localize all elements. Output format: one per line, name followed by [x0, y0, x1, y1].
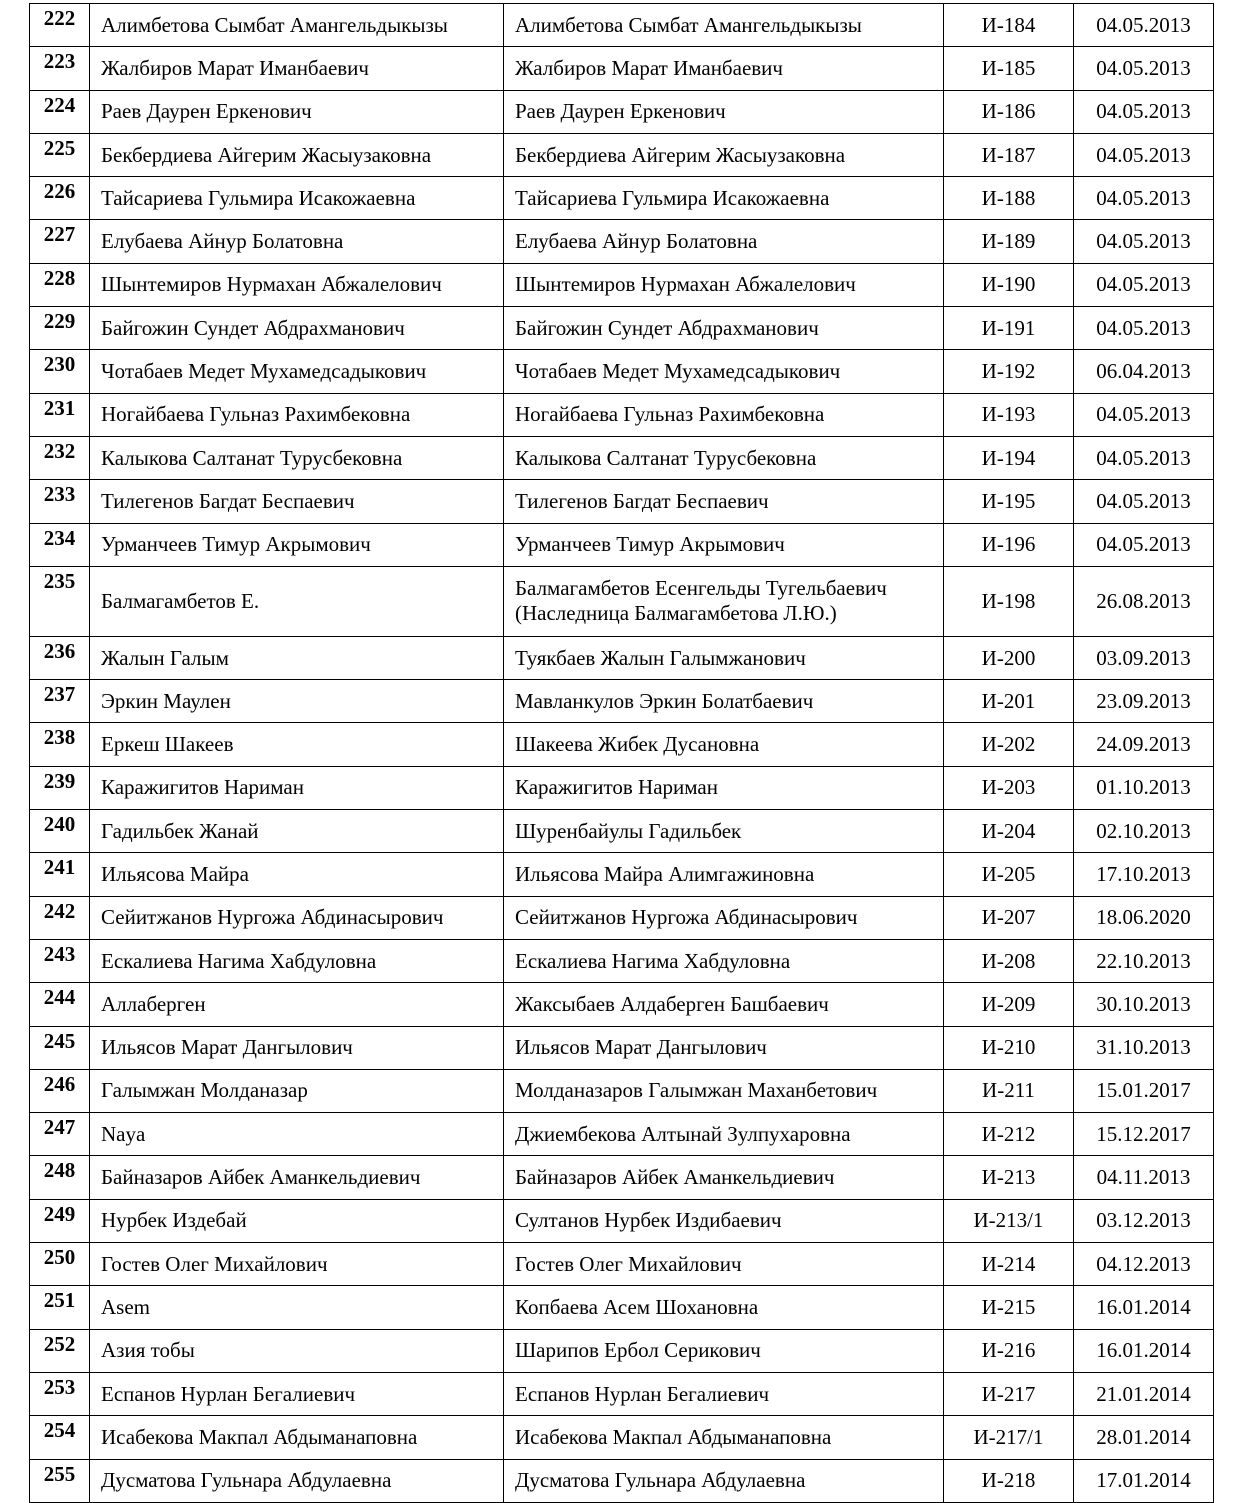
date-cell: 04.05.2013: [1074, 47, 1214, 90]
row-number-cell: 242: [30, 896, 90, 939]
table-row: [30, 263, 1214, 306]
row-number-cell: 230: [30, 350, 90, 393]
date-cell: 30.10.2013: [1074, 983, 1214, 1026]
owner-line: Сейитжанов Нургожа Абдинасырович: [515, 905, 858, 930]
owner-line: Туякбаев Жалын Галымжанович: [515, 645, 806, 670]
table-row: [30, 636, 1214, 679]
registration-number-cell: И-203: [944, 766, 1074, 809]
registration-number-cell: И-208: [944, 939, 1074, 982]
registration-number-cell: И-204: [944, 810, 1074, 853]
name-cell: Ильясова Майра: [90, 853, 504, 896]
row-number-cell: 232: [30, 436, 90, 479]
owner-line: Тайсариева Гульмира Исакожаевна: [515, 185, 830, 210]
name-cell: Гадильбек Жанай: [90, 810, 504, 853]
row-number-cell: 228: [30, 263, 90, 306]
registration-number-cell: И-191: [944, 307, 1074, 350]
name-cell: Ногайбаева Гульназ Рахимбековна: [90, 393, 504, 436]
owner-cell: [504, 90, 944, 133]
registration-number-cell: И-188: [944, 177, 1074, 220]
row-number-cell: 233: [30, 480, 90, 523]
owner-line: Елубаева Айнур Болатовна: [515, 229, 758, 254]
name-cell: Еркеш Шакеев: [90, 723, 504, 766]
date-cell: 15.01.2017: [1074, 1069, 1214, 1112]
owner-cell: [504, 307, 944, 350]
row-number-cell: 235: [30, 566, 90, 636]
owner-cell: [504, 1286, 944, 1329]
row-number-cell: 234: [30, 523, 90, 566]
owner-line: Еспанов Нурлан Бегалиевич: [515, 1381, 770, 1406]
date-cell: 21.01.2014: [1074, 1372, 1214, 1415]
owner-cell: [504, 939, 944, 982]
name-cell: Галымжан Молданазар: [90, 1069, 504, 1112]
owner-cell: [504, 1069, 944, 1112]
owner-cell: [504, 1026, 944, 1069]
table-row: [30, 723, 1214, 766]
row-number-cell: 226: [30, 177, 90, 220]
date-cell: 04.05.2013: [1074, 133, 1214, 176]
registration-number-cell: И-205: [944, 853, 1074, 896]
owner-cell: [504, 1459, 944, 1502]
name-cell: Елубаева Айнур Болатовна: [90, 220, 504, 263]
table-row: [30, 90, 1214, 133]
table-row: [30, 47, 1214, 90]
date-cell: 04.05.2013: [1074, 523, 1214, 566]
row-number-cell: 240: [30, 810, 90, 853]
owner-line: Мавланкулов Эркин Болатбаевич: [515, 688, 814, 713]
date-cell: 04.05.2013: [1074, 177, 1214, 220]
registration-number-cell: И-210: [944, 1026, 1074, 1069]
owner-line: Исабекова Макпал Абдыманаповна: [515, 1424, 832, 1449]
date-cell: 04.05.2013: [1074, 480, 1214, 523]
registration-number-cell: И-213: [944, 1156, 1074, 1199]
registration-number-cell: И-195: [944, 480, 1074, 523]
registration-number-cell: И-213/1: [944, 1199, 1074, 1242]
date-cell: 04.05.2013: [1074, 436, 1214, 479]
table-row: [30, 1372, 1214, 1415]
row-number-cell: 245: [30, 1026, 90, 1069]
name-cell: Эркин Маулен: [90, 680, 504, 723]
name-cell: Азия тобы: [90, 1329, 504, 1372]
table-row: [30, 566, 1214, 636]
owner-cell: [504, 133, 944, 176]
registration-number-cell: И-211: [944, 1069, 1074, 1112]
owner-cell: [504, 393, 944, 436]
name-cell: Урманчеев Тимур Акрымович: [90, 523, 504, 566]
date-cell: 04.05.2013: [1074, 220, 1214, 263]
table-row: [30, 896, 1214, 939]
registration-number-cell: И-201: [944, 680, 1074, 723]
row-number-cell: 231: [30, 393, 90, 436]
name-cell: Алимбетова Сымбат Амангельдыкызы: [90, 4, 504, 47]
name-cell: Жалбиров Марат Иманбаевич: [90, 47, 504, 90]
owner-line: Урманчеев Тимур Акрымович: [515, 532, 785, 557]
owner-line: Ногайбаева Гульназ Рахимбековна: [515, 402, 825, 427]
row-number-cell: 236: [30, 636, 90, 679]
row-number-cell: 238: [30, 723, 90, 766]
name-cell: Балмагамбетов Е.: [90, 566, 504, 636]
owner-cell: [504, 1416, 944, 1459]
row-number-cell: 244: [30, 983, 90, 1026]
date-cell: 04.05.2013: [1074, 393, 1214, 436]
owner-cell: [504, 853, 944, 896]
table-row: [30, 680, 1214, 723]
owner-line: (Наследница Балмагамбетова Л.Ю.): [515, 601, 837, 626]
table-row: [30, 1156, 1214, 1199]
registration-number-cell: И-207: [944, 896, 1074, 939]
name-cell: Ескалиева Нагима Хабдуловна: [90, 939, 504, 982]
row-number-cell: 251: [30, 1286, 90, 1329]
row-number-cell: 247: [30, 1113, 90, 1156]
owner-line: Чотабаев Медет Мухамедсадыкович: [515, 359, 841, 384]
registration-number-cell: И-190: [944, 263, 1074, 306]
table-row: [30, 436, 1214, 479]
name-cell: Бекбердиева Айгерим Жасыузаковна: [90, 133, 504, 176]
registration-number-cell: И-186: [944, 90, 1074, 133]
registration-number-cell: И-214: [944, 1243, 1074, 1286]
name-cell: Байназаров Айбек Аманкельдиевич: [90, 1156, 504, 1199]
name-cell: Раев Даурен Еркенович: [90, 90, 504, 133]
date-cell: 01.10.2013: [1074, 766, 1214, 809]
registration-number-cell: И-202: [944, 723, 1074, 766]
owner-line: Султанов Нурбек Издибаевич: [515, 1208, 782, 1233]
date-cell: 26.08.2013: [1074, 566, 1214, 636]
name-cell: Шынтемиров Нурмахан Абжалелович: [90, 263, 504, 306]
registration-number-cell: И-209: [944, 983, 1074, 1026]
date-cell: 04.05.2013: [1074, 263, 1214, 306]
owner-cell: [504, 1113, 944, 1156]
owner-cell: [504, 566, 944, 636]
date-cell: 16.01.2014: [1074, 1286, 1214, 1329]
owner-line: Дусматова Гульнара Абдулаевна: [515, 1468, 806, 1493]
table-row: [30, 177, 1214, 220]
date-cell: 23.09.2013: [1074, 680, 1214, 723]
name-cell: Asem: [90, 1286, 504, 1329]
name-cell: Дусматова Гульнара Абдулаевна: [90, 1459, 504, 1502]
owner-cell: [504, 480, 944, 523]
owner-cell: [504, 47, 944, 90]
owner-line: Байгожин Сундет Абдрахманович: [515, 315, 819, 340]
registration-number-cell: И-192: [944, 350, 1074, 393]
row-number-cell: 254: [30, 1416, 90, 1459]
date-cell: 17.10.2013: [1074, 853, 1214, 896]
date-cell: 04.05.2013: [1074, 307, 1214, 350]
table-row: [30, 220, 1214, 263]
owner-line: Гостев Олег Михайлович: [515, 1251, 742, 1276]
owner-line: Алимбетова Сымбат Амангельдыкызы: [515, 12, 862, 37]
table-row: [30, 766, 1214, 809]
registration-number-cell: И-212: [944, 1113, 1074, 1156]
owner-line: Жаксыбаев Алдаберген Башбаевич: [515, 991, 829, 1016]
name-cell: Калыкова Салтанат Турусбековна: [90, 436, 504, 479]
owner-line: Шарипов Ербол Серикович: [515, 1338, 761, 1363]
name-cell: Гостев Олег Михайлович: [90, 1243, 504, 1286]
row-number-cell: 241: [30, 853, 90, 896]
date-cell: 06.04.2013: [1074, 350, 1214, 393]
table-row: [30, 523, 1214, 566]
owner-cell: [504, 680, 944, 723]
table-row: [30, 133, 1214, 176]
owner-line: Жалбиров Марат Иманбаевич: [515, 55, 783, 80]
owner-cell: [504, 436, 944, 479]
registry-table: [29, 3, 1214, 1503]
name-cell: Каражигитов Нариман: [90, 766, 504, 809]
name-cell: Байгожин Сундет Абдрахманович: [90, 307, 504, 350]
owner-cell: [504, 983, 944, 1026]
registration-number-cell: И-216: [944, 1329, 1074, 1372]
owner-line: Ильясова Майра Алимгажиновна: [515, 861, 815, 886]
date-cell: 22.10.2013: [1074, 939, 1214, 982]
table-row: [30, 810, 1214, 853]
owner-cell: [504, 1156, 944, 1199]
date-cell: 15.12.2017: [1074, 1113, 1214, 1156]
table-row: [30, 853, 1214, 896]
owner-line: Копбаева Асем Шохановна: [515, 1294, 759, 1319]
owner-line: Ильясов Марат Дангылович: [515, 1035, 767, 1060]
date-cell: 04.11.2013: [1074, 1156, 1214, 1199]
row-number-cell: 239: [30, 766, 90, 809]
table-row: [30, 393, 1214, 436]
registration-number-cell: И-189: [944, 220, 1074, 263]
name-cell: Жалын Галым: [90, 636, 504, 679]
row-number-cell: 225: [30, 133, 90, 176]
name-cell: Нурбек Издебай: [90, 1199, 504, 1242]
owner-cell: [504, 350, 944, 393]
table-row: [30, 1416, 1214, 1459]
date-cell: 17.01.2014: [1074, 1459, 1214, 1502]
registration-number-cell: И-184: [944, 4, 1074, 47]
registration-number-cell: И-217/1: [944, 1416, 1074, 1459]
table-row: [30, 350, 1214, 393]
table-row: [30, 983, 1214, 1026]
name-cell: Исабекова Макпал Абдыманаповна: [90, 1416, 504, 1459]
owner-line: Шынтемиров Нурмахан Абжалелович: [515, 272, 856, 297]
row-number-cell: 237: [30, 680, 90, 723]
owner-cell: [504, 723, 944, 766]
table-row: [30, 1199, 1214, 1242]
owner-cell: [504, 1243, 944, 1286]
owner-cell: [504, 1199, 944, 1242]
name-cell: Тайсариева Гульмира Исакожаевна: [90, 177, 504, 220]
owner-line: Каражигитов Нариман: [515, 775, 718, 800]
registration-number-cell: И-218: [944, 1459, 1074, 1502]
table-row: [30, 1459, 1214, 1502]
row-number-cell: 252: [30, 1329, 90, 1372]
owner-cell: [504, 1372, 944, 1415]
owner-line: Шуренбайулы Гадильбек: [515, 818, 742, 843]
owner-line: Молданазаров Галымжан Маханбетович: [515, 1078, 878, 1103]
name-cell: Naya: [90, 1113, 504, 1156]
table-row: [30, 939, 1214, 982]
row-number-cell: 255: [30, 1459, 90, 1502]
date-cell: 24.09.2013: [1074, 723, 1214, 766]
row-number-cell: 249: [30, 1199, 90, 1242]
name-cell: Тилегенов Багдат Беспаевич: [90, 480, 504, 523]
table-row: [30, 1026, 1214, 1069]
owner-cell: [504, 523, 944, 566]
registration-number-cell: И-215: [944, 1286, 1074, 1329]
owner-line: Шакеева Жибек Дусановна: [515, 732, 760, 757]
table-row: [30, 1069, 1214, 1112]
owner-cell: [504, 220, 944, 263]
registration-number-cell: И-194: [944, 436, 1074, 479]
table-row: [30, 4, 1214, 47]
table-row: [30, 1286, 1214, 1329]
date-cell: 03.09.2013: [1074, 636, 1214, 679]
table-row: [30, 1243, 1214, 1286]
name-cell: Чотабаев Медет Мухамедсадыкович: [90, 350, 504, 393]
row-number-cell: 248: [30, 1156, 90, 1199]
row-number-cell: 224: [30, 90, 90, 133]
row-number-cell: 222: [30, 4, 90, 47]
registration-number-cell: И-200: [944, 636, 1074, 679]
owner-line: Бекбердиева Айгерим Жасыузаковна: [515, 142, 846, 167]
owner-line: Ескалиева Нагима Хабдуловна: [515, 948, 791, 973]
row-number-cell: 243: [30, 939, 90, 982]
table-row: [30, 1329, 1214, 1372]
registration-number-cell: И-196: [944, 523, 1074, 566]
date-cell: 02.10.2013: [1074, 810, 1214, 853]
name-cell: Сейитжанов Нургожа Абдинасырович: [90, 896, 504, 939]
owner-cell: [504, 636, 944, 679]
row-number-cell: 227: [30, 220, 90, 263]
date-cell: 28.01.2014: [1074, 1416, 1214, 1459]
table-row: [30, 480, 1214, 523]
registration-number-cell: И-185: [944, 47, 1074, 90]
owner-line: Байназаров Айбек Аманкельдиевич: [515, 1165, 835, 1190]
row-number-cell: 246: [30, 1069, 90, 1112]
owner-cell: [504, 810, 944, 853]
registration-number-cell: И-217: [944, 1372, 1074, 1415]
date-cell: 04.12.2013: [1074, 1243, 1214, 1286]
owner-cell: [504, 4, 944, 47]
name-cell: Еспанов Нурлан Бегалиевич: [90, 1372, 504, 1415]
registration-number-cell: И-198: [944, 566, 1074, 636]
owner-line: Балмагамбетов Есенгельды Тугельбаевич: [515, 576, 887, 601]
date-cell: 18.06.2020: [1074, 896, 1214, 939]
name-cell: Аллаберген: [90, 983, 504, 1026]
registry-body: [30, 4, 1214, 1503]
registration-number-cell: И-193: [944, 393, 1074, 436]
row-number-cell: 253: [30, 1372, 90, 1415]
name-cell: Ильясов Марат Дангылович: [90, 1026, 504, 1069]
owner-cell: [504, 766, 944, 809]
owner-cell: [504, 1329, 944, 1372]
row-number-cell: 229: [30, 307, 90, 350]
row-number-cell: 250: [30, 1243, 90, 1286]
owner-cell: [504, 177, 944, 220]
registration-number-cell: И-187: [944, 133, 1074, 176]
date-cell: 03.12.2013: [1074, 1199, 1214, 1242]
owner-line: Тилегенов Багдат Беспаевич: [515, 488, 769, 513]
date-cell: 04.05.2013: [1074, 90, 1214, 133]
date-cell: 31.10.2013: [1074, 1026, 1214, 1069]
row-number-cell: 223: [30, 47, 90, 90]
table-row: [30, 307, 1214, 350]
owner-line: Калыкова Салтанат Турусбековна: [515, 445, 817, 470]
date-cell: 04.05.2013: [1074, 4, 1214, 47]
date-cell: 16.01.2014: [1074, 1329, 1214, 1372]
owner-line: Джиембекова Алтынай Зулпухаровна: [515, 1121, 851, 1146]
table-row: [30, 1113, 1214, 1156]
owner-line: Раев Даурен Еркенович: [515, 99, 726, 124]
owner-cell: [504, 896, 944, 939]
owner-cell: [504, 263, 944, 306]
